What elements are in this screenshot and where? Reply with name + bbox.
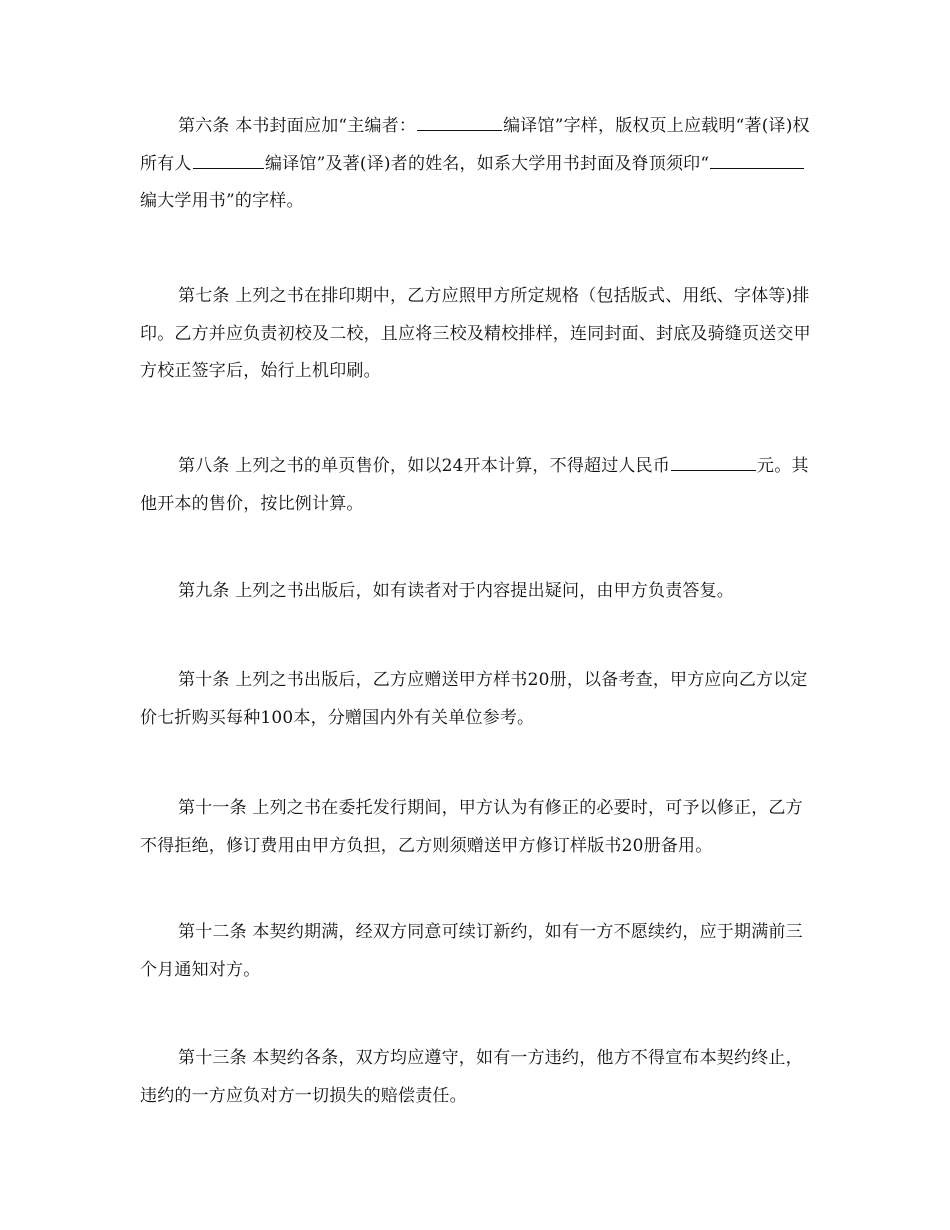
article-7 [140,278,812,391]
article-text: 编译馆”及著(译)者的姓名，如系大学用书封面及脊顶须印“ [265,153,710,174]
article-6 [140,108,812,221]
article-text: 第十一条 上列之书在委托发行期间，甲方认为有修正的必要时，可予以修正，乙方不得拒绝，修订费用由甲方负担，乙方则须赠送甲方修订样版书20册备用。 [140,798,803,856]
article-11 [140,790,812,865]
article-text: 第十二条 本契约期满，经双方同意可续订新约，如有一方不愿续约，应于期满前三个月通知对方。 [140,922,803,980]
article-13 [140,1040,812,1115]
fill-in-blank [193,150,264,169]
article-10 [140,662,812,737]
article-text: 第十三条 本契约各条，双方均应遵守，如有一方违约，他方不得宣布本契约终止，违约的一方应负对方一切损失的赔偿责任。 [140,1048,803,1106]
article-12 [140,914,812,989]
article-text: 编译馆”字样，版权页上应载明“著(译)权所有人 [140,116,810,174]
article-text: 元。其他开本的售价，按比例计算。 [140,456,809,514]
fill-in-blank [417,112,502,131]
fill-in-blank [671,452,756,471]
article-8 [140,448,812,523]
article-text: 第六条 本书封面应加“主编者： [178,116,417,136]
article-text: 第九条 上列之书出版后，如有读者对于内容提出疑问，由甲方负责答复。 [178,581,735,601]
article-text: 第十条 上列之书出版后，乙方应赠送甲方样书20册，以备考查，甲方应向乙方以定价七折购买每种100本，分赠国内外有关单位参考。 [140,670,808,728]
article-text: 第八条 上列之书的单页售价，如以24开本计算，不得超过人民币 [178,456,671,476]
article-text: 编大学用书”的字样。 [140,191,304,211]
article-9 [140,573,812,611]
article-text: 第七条 上列之书在排印期中，乙方应照甲方所定规格（包括版式、用纸、字体等)排印。乙方并应负责初校及二校，且应将三校及精校排样，连同封面、封底及骑缝页送交甲方校正签字后，始行上机印刷。 [140,286,811,381]
fill-in-blank [710,150,804,169]
